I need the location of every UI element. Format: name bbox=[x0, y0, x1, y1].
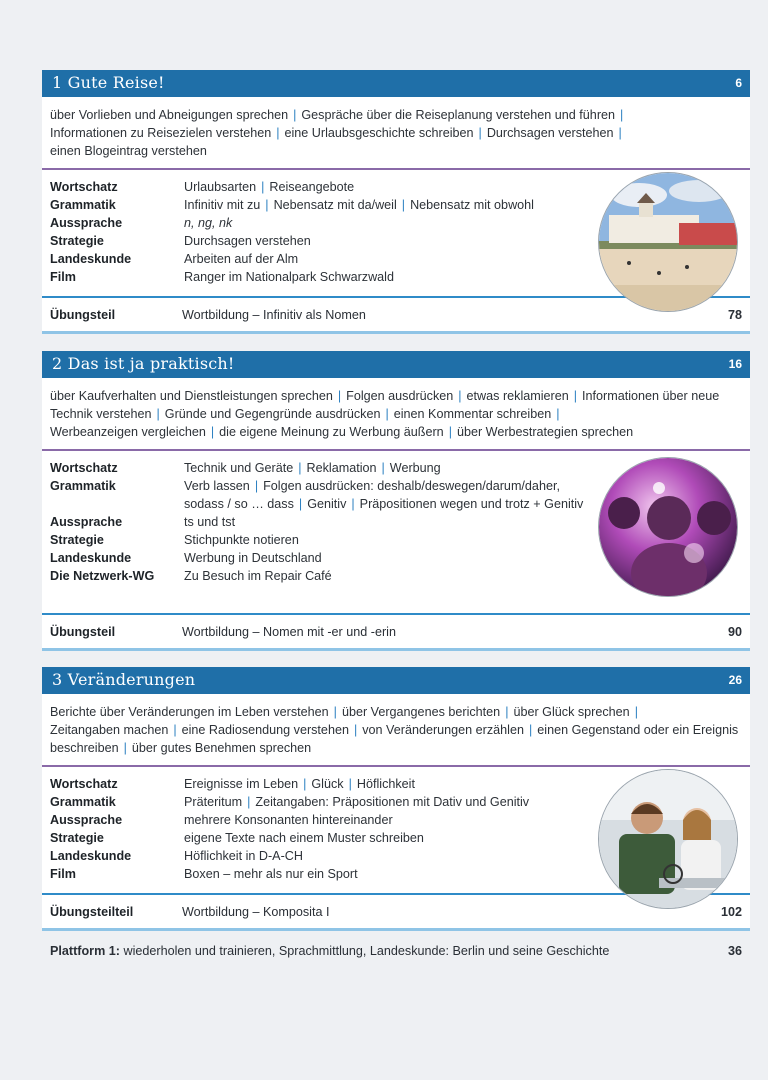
goal: Berichte über Veränderungen im Leben verstehen bbox=[50, 705, 329, 719]
unit-title: 1 Gute Reise! bbox=[52, 73, 165, 92]
separator: | bbox=[618, 126, 622, 140]
detail-row-film: Film Boxen – mehr als nur ein Sport bbox=[50, 867, 358, 881]
detail-row-aussprache: Aussprache n, ng, nk bbox=[50, 216, 233, 230]
detail-row-netzwerk-wg: Die Netzwerk-WG Zu Besuch im Repair Café bbox=[50, 569, 332, 583]
goal: etwas reklamieren bbox=[466, 389, 569, 403]
detail-row-film: Film Ranger im Nationalpark Schwarzwald bbox=[50, 270, 394, 284]
detail-row-wortschatz: Wortschatz Ereignisse im Leben | Glück | Höflichkeit bbox=[50, 777, 415, 791]
separator: | bbox=[247, 795, 251, 809]
separator: | bbox=[173, 723, 177, 737]
unit-page-number: 6 bbox=[735, 76, 742, 90]
goal: über Werbestrategien sprechen bbox=[456, 425, 634, 439]
separator: | bbox=[254, 479, 259, 493]
separator: | bbox=[401, 198, 406, 212]
separator: | bbox=[303, 777, 307, 791]
separator: | bbox=[556, 407, 560, 421]
detail-row-wortschatz: Wortschatz Technik und Geräte | Reklamation | Werbung bbox=[50, 461, 441, 475]
separator: | bbox=[265, 198, 269, 212]
goal: über Glück sprechen bbox=[513, 705, 630, 719]
detail-row-landeskunde: Landeskunde Arbeiten auf der Alm bbox=[50, 252, 299, 266]
unit-page-number: 16 bbox=[728, 357, 742, 371]
party-crowd-photo bbox=[598, 457, 738, 597]
goal: Werbeanzeigen vergleichen bbox=[50, 425, 206, 439]
goal: über Vergangenes berichten bbox=[341, 705, 501, 719]
unit-page-number: 26 bbox=[728, 673, 742, 687]
unit-2 bbox=[42, 351, 750, 651]
detail-row-grammatik: Grammatik Verb lassen | Folgen ausdrücken: deshalb/deswegen/darum/daher, sodass / so … dass | Genitiv | Präpositionen wegen und trotz + Genitiv bbox=[50, 479, 584, 511]
detail-row-aussprache: Aussprache ts und tst bbox=[50, 515, 236, 529]
goal: eine Urlaubsgeschichte schreiben bbox=[284, 126, 474, 140]
detail-row-landeskunde: Landeskunde Höflichkeit in D-A-CH bbox=[50, 849, 303, 863]
divider bbox=[42, 331, 750, 334]
goal: Zeitangaben machen bbox=[50, 723, 169, 737]
unit-details bbox=[42, 767, 750, 893]
unit-goals bbox=[42, 694, 750, 765]
separator: | bbox=[261, 180, 265, 194]
exercise-page-number: 90 bbox=[727, 624, 742, 639]
unit-3 bbox=[42, 667, 750, 931]
classroom-students-photo bbox=[598, 769, 738, 909]
goal: über Vorlieben und Abneigungen sprechen bbox=[50, 108, 289, 122]
separator: | bbox=[353, 723, 358, 737]
beach-resort-photo bbox=[598, 172, 738, 312]
exercise-row[interactable]: Übungsteil Wortbildung – Infinitiv als Nomen 78 bbox=[50, 307, 742, 322]
plattform-entry[interactable] bbox=[50, 944, 750, 958]
detail-row-strategie: Strategie eigene Texte nach einem Muster schreiben bbox=[50, 831, 424, 845]
unit-header[interactable] bbox=[42, 351, 750, 378]
goal: Gründe und Gegengründe ausdrücken bbox=[164, 407, 381, 421]
separator: | bbox=[385, 407, 389, 421]
goal: eine Radiosendung verstehen bbox=[181, 723, 349, 737]
goal: die eigene Meinung zu Werbung äußern bbox=[219, 425, 444, 439]
goal: Informationen zu Reisezielen verstehen bbox=[50, 126, 272, 140]
goal: über gutes Benehmen sprechen bbox=[131, 741, 312, 755]
separator: | bbox=[478, 126, 482, 140]
separator: | bbox=[505, 705, 509, 719]
goal: Informationen über neue Technik verstehen bbox=[50, 389, 720, 421]
separator: | bbox=[573, 389, 578, 403]
unit-header[interactable] bbox=[42, 667, 750, 694]
plattform-text: wiederholen und trainieren, Sprachmittlung, Landeskunde: Berlin und seine Geschichte bbox=[119, 944, 610, 958]
plattform-label: Plattform 1: bbox=[50, 944, 120, 958]
plattform-page-number: 36 bbox=[727, 944, 742, 958]
separator: | bbox=[210, 425, 215, 439]
detail-row-grammatik: Grammatik Präteritum | Zeitangaben: Präpositionen mit Dativ und Genitiv bbox=[50, 795, 530, 809]
exercise-page-number: 78 bbox=[727, 307, 742, 322]
goal: einen Kommentar schreiben bbox=[393, 407, 552, 421]
goal: Durchsagen verstehen bbox=[486, 126, 614, 140]
unit-goals bbox=[42, 378, 750, 449]
separator: | bbox=[448, 425, 452, 439]
goal: Gespräche über die Reiseplanung verstehen und führen bbox=[301, 108, 616, 122]
unit-goals bbox=[42, 97, 750, 168]
exercise-row[interactable]: Übungsteilteil Wortbildung – Komposita I 102 bbox=[50, 904, 742, 919]
unit-1 bbox=[42, 70, 750, 334]
separator: | bbox=[458, 389, 462, 403]
detail-row-landeskunde: Landeskunde Werbung in Deutschland bbox=[50, 551, 322, 565]
exercise-page-number: 102 bbox=[720, 904, 742, 919]
detail-row-wortschatz: Wortschatz Urlaubsarten | Reiseangebote bbox=[50, 180, 355, 194]
separator: | bbox=[620, 108, 624, 122]
detail-row-grammatik: Grammatik Infinitiv mit zu | Nebensatz mit da/weil | Nebensatz mit obwohl bbox=[50, 198, 534, 212]
unit-title: 2 Das ist ja praktisch! bbox=[52, 354, 235, 373]
separator: | bbox=[298, 461, 302, 475]
separator: | bbox=[123, 741, 127, 755]
unit-header[interactable] bbox=[42, 70, 750, 97]
divider bbox=[42, 648, 750, 651]
goal: von Veränderungen erzählen bbox=[362, 723, 524, 737]
separator: | bbox=[337, 389, 342, 403]
separator: | bbox=[348, 777, 352, 791]
goal: über Kaufverhalten und Dienstleistungen sprechen bbox=[50, 389, 333, 403]
separator: | bbox=[351, 497, 355, 511]
separator: | bbox=[634, 705, 638, 719]
unit-title: 3 Veränderungen bbox=[52, 670, 196, 689]
goal: einen Gegenstand oder ein Ereignis beschreiben bbox=[50, 723, 739, 755]
exercise-row[interactable]: Übungsteil Wortbildung – Nomen mit -er und -erin 90 bbox=[50, 624, 742, 639]
detail-row-strategie: Strategie Stichpunkte notieren bbox=[50, 533, 299, 547]
separator: | bbox=[528, 723, 533, 737]
divider bbox=[42, 928, 750, 931]
separator: | bbox=[276, 126, 280, 140]
detail-row-aussprache: Aussprache mehrere Konsonanten hintereinander bbox=[50, 813, 393, 827]
separator: | bbox=[156, 407, 160, 421]
separator: | bbox=[293, 108, 297, 122]
separator: | bbox=[333, 705, 337, 719]
separator: | bbox=[298, 497, 303, 511]
goal: Folgen ausdrücken bbox=[346, 389, 454, 403]
detail-row-strategie: Strategie Durchsagen verstehen bbox=[50, 234, 311, 248]
separator: | bbox=[381, 461, 385, 475]
goal: einen Blogeintrag verstehen bbox=[50, 144, 207, 158]
unit-details bbox=[42, 170, 750, 296]
unit-details bbox=[42, 451, 750, 613]
